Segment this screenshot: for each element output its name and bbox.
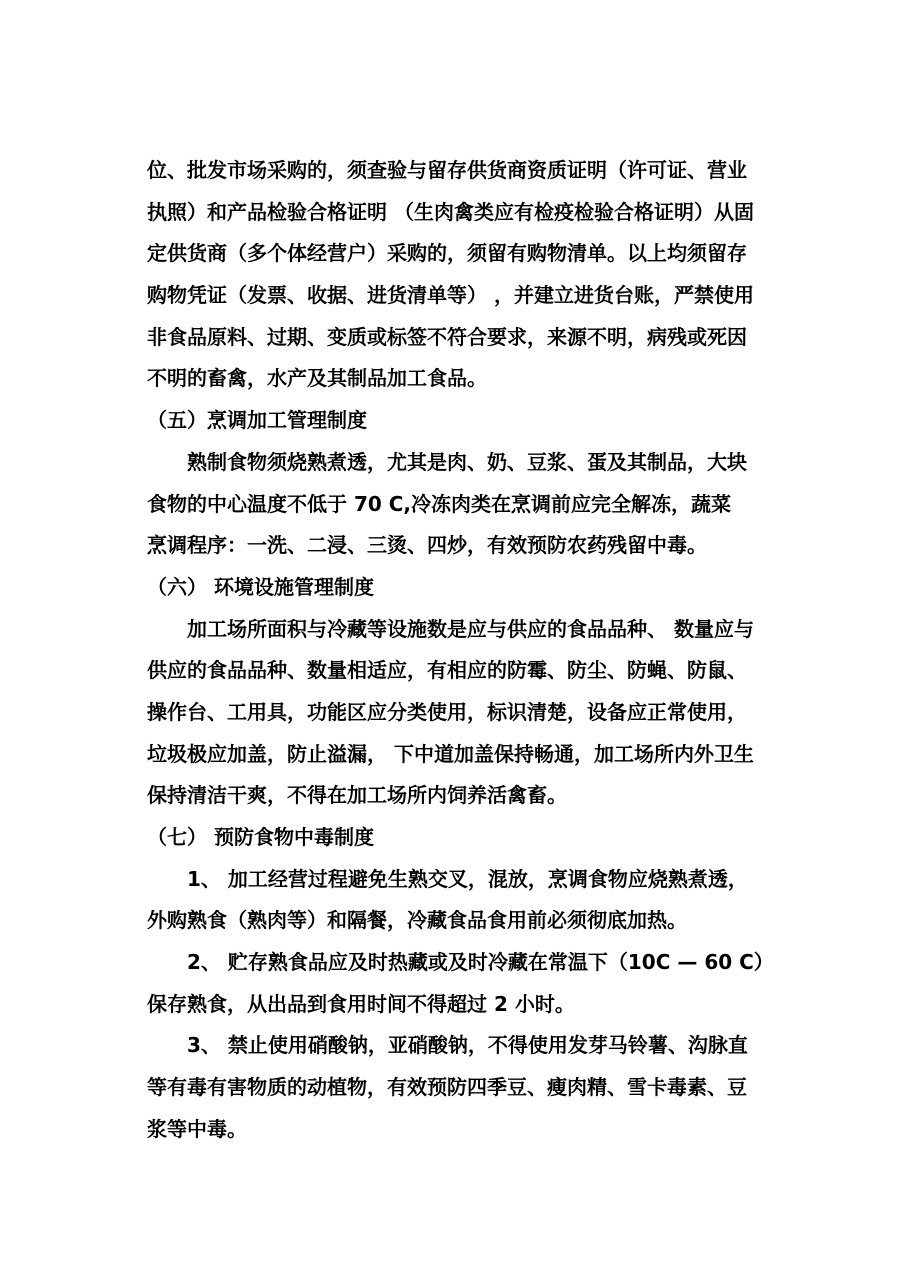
text-line: 购物凭证（发票、收据、进货清单等） ，并建立进货台账，严禁使用 [147,283,754,308]
text-line: 保存熟食，从出品到食用时间不得超过 2 小时。 [147,991,575,1016]
text-line: 等有毒有害物质的动植物，有效预防四季豆、瘦肉精、雪卡毒素、豆 [147,1075,747,1100]
text-line: 执照）和产品检验合格证明 （生肉禽类应有检疫检验合格证明）从固 [147,199,754,224]
text-line: 外购熟食（熟肉等）和隔餐，冷藏食品食用前必须彻底加热。 [147,908,687,933]
list-item-3: 3、 禁止使用硝酸钠，亚硝酸钠，不得使用发芽马铃薯、沟脉直 [187,1033,748,1058]
text-line: 烹调程序：一洗、二浸、三烫、四炒，有效预防农药残留中毒。 [147,533,707,558]
text-line: 供应的食品品种、数量相适应，有相应的防霉、防尘、防蝇、防鼠、 [147,658,747,683]
section-heading-6: （六） 环境设施管理制度 [147,574,374,599]
list-item-2: 2、 贮存熟食品应及时热藏或及时冷藏在常温下（10C — 60 C） [187,950,774,975]
text-line: 操作台、工用具，功能区应分类使用，标识清楚，设备应正常使用， [147,699,747,724]
section-heading-5: （五）烹调加工管理制度 [147,408,367,433]
text-line: 不明的畜禽，水产及其制品加工食品。 [147,366,487,391]
section-heading-7: （七） 预防食物中毒制度 [147,825,374,849]
text-line: 非食品原料、过期、变质或标签不符合要求，来源不明，病残或死因 [147,324,747,349]
document-text-block [147,150,807,1151]
list-item-1: 1、 加工经营过程避免生熟交叉，混放，烹调食物应烧熟煮透， [187,866,748,891]
text-line: 浆等中毒。 [147,1116,247,1141]
text-line: 食物的中心温度不低于 70 C,冷冻肉类在烹调前应完全解冻，蔬菜 [147,491,732,516]
text-line: 熟制食物须烧熟煮透，尤其是肉、奶、豆浆、蛋及其制品，大块 [187,449,747,474]
text-line: 保持清洁干爽，不得在加工场所内饲养活禽畜。 [147,783,567,808]
text-line: 加工场所面积与冷藏等设施数是应与供应的食品品种、 数量应与 [187,616,754,641]
text-line: 位、批发市场采购的，须查验与留存供货商资质证明（许可证、营业 [147,158,747,182]
text-line: 定供货商（多个体经营户）采购的，须留有购物清单。以上均须留存 [147,241,747,266]
text-line: 垃圾极应加盖，防止溢漏， 下中道加盖保持畅通，加工场所内外卫生 [147,741,754,766]
